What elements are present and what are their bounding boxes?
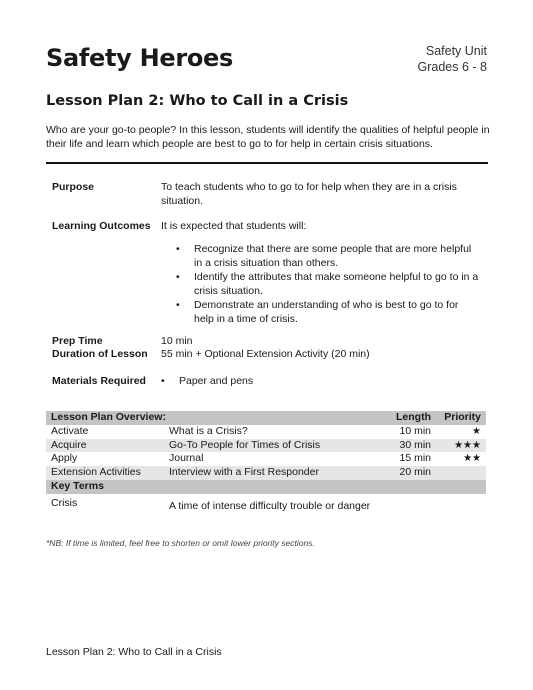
phase-cell: Apply — [51, 452, 78, 465]
definition-cell: A time of intense difficulty trouble or danger — [169, 499, 371, 512]
divider — [46, 162, 488, 164]
table-row — [46, 466, 486, 480]
phase-cell: Activate — [51, 424, 89, 437]
overview-header-row — [46, 411, 486, 425]
length-cell: 15 min — [399, 452, 431, 465]
activity-cell: Go-To People for Times of Crisis — [164, 439, 374, 453]
purpose-label: Purpose — [52, 181, 95, 193]
priority-note: *NB: If time is limited, feel free to shorten or omit lower priority sections. — [46, 538, 315, 548]
table-row — [46, 439, 486, 453]
phase-cell: Acquire — [46, 439, 164, 453]
term-row — [46, 494, 486, 514]
length-cell: 20 min — [374, 466, 436, 480]
intro-paragraph: Who are your go-to people? In this lesson, students will identify the qualities of helpful people in their life and learn which people are best to go to for help in certain crisis situations. — [46, 124, 490, 150]
overview-table — [46, 411, 486, 514]
overview-header: Lesson Plan Overview: — [46, 411, 374, 425]
priority-stars: ★ — [472, 425, 481, 437]
unit-name: Safety Unit — [425, 44, 487, 58]
duration-value: 55 min + Optional Extension Activity (20 min) — [161, 348, 370, 360]
outcome-item: • Identify the attributes that make someone helpful to go to in a crisis situation. — [161, 270, 481, 298]
outcome-item: • Recognize that there are some people that are more helpful in a crisis situation than others. — [161, 242, 481, 270]
length-cell: 30 min — [374, 439, 436, 453]
length-cell: 10 min — [399, 424, 431, 437]
outcomes-intro: It is expected that students will: — [161, 220, 307, 232]
prep-value: 10 min — [161, 335, 193, 347]
priority-header: Priority — [436, 411, 486, 425]
priority-stars: ★★★ — [436, 439, 486, 453]
unit-info — [418, 43, 487, 75]
key-terms-header-row — [46, 480, 486, 494]
priority-stars — [436, 466, 486, 480]
outcomes-list — [161, 242, 481, 326]
lesson-title: Lesson Plan 2: Who to Call in a Crisis — [46, 93, 349, 109]
page-footer: Lesson Plan 2: Who to Call in a Crisis — [46, 646, 222, 658]
length-header: Length — [374, 411, 436, 425]
table-row — [46, 452, 486, 466]
outcome-item: • Demonstrate an understanding of who is best to go to for help in a time of crisis. — [161, 298, 481, 326]
table-row — [46, 425, 486, 439]
brand-title: Safety Heroes — [46, 44, 234, 72]
activity-cell: What is a Crisis? — [169, 424, 248, 437]
material-item: • Paper and pens — [146, 374, 466, 388]
phase-cell: Extension Activities — [46, 466, 164, 480]
prep-label: Prep Time — [52, 335, 103, 347]
materials-list — [146, 374, 466, 388]
outcomes-label: Learning Outcomes — [52, 220, 151, 232]
purpose-text: To teach students who to go to for help when they are in a crisis situation. — [161, 181, 457, 207]
priority-stars: ★★ — [463, 453, 481, 465]
activity-cell: Journal — [169, 452, 204, 465]
key-terms-header: Key Terms — [46, 480, 486, 494]
duration-label: Duration of Lesson — [52, 348, 148, 360]
grade-range: Grades 6 - 8 — [417, 60, 487, 74]
activity-cell: Interview with a First Responder — [164, 466, 374, 480]
materials-label: Materials Required — [52, 375, 146, 387]
term-cell: Crisis — [51, 496, 78, 509]
